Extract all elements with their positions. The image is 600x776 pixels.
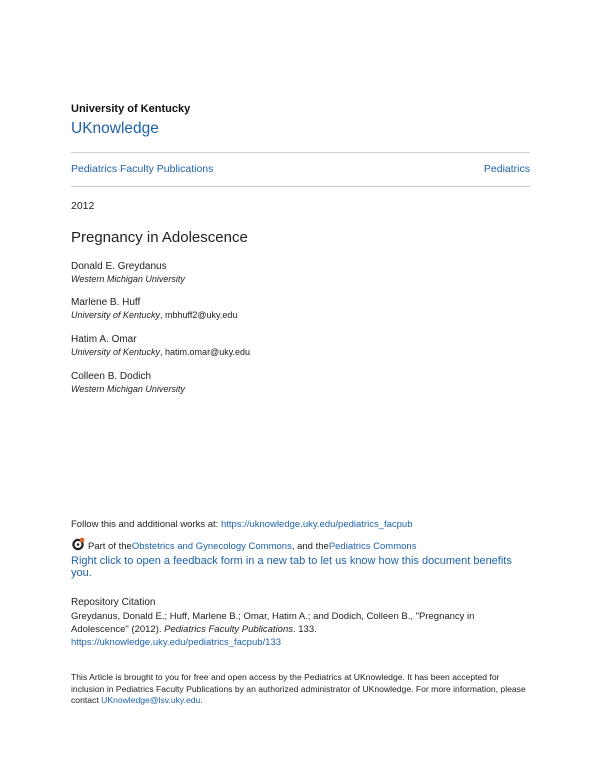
university-name: University of Kentucky	[71, 103, 191, 115]
paper-title: Pregnancy in Adolescence	[71, 229, 248, 246]
author-name: Colleen B. Dodich	[71, 371, 152, 382]
author-affiliation: Western Michigan University	[71, 274, 185, 284]
series-link[interactable]: Pediatrics Faculty Publications	[71, 163, 214, 175]
author-block	[71, 296, 530, 321]
publication-year: 2012	[71, 200, 95, 212]
divider-top	[71, 152, 530, 153]
author-name: Donald E. Greydanus	[71, 261, 167, 272]
author-affiliation: University of Kentucky, mbhuff2@uky.edu	[71, 310, 238, 320]
access-notice: This Article is brought to you for free and open access by the Pediatrics at UKnowledge. It has been accepted for inclusion in Pediatrics Faculty Publications by an authorized administrator of UKnowledge. For more information, please contact UKnowledge@lsv.uky.edu.	[71, 672, 526, 705]
author-affiliation: University of Kentucky, hatim.omar@uky.edu	[71, 347, 251, 357]
contact-email-link[interactable]: UKnowledge@lsv.uky.edu	[101, 695, 201, 705]
feedback-link[interactable]: Right click to open a feedback form in a new tab to let us know how this document benefits you.	[71, 555, 512, 579]
author-name: Hatim A. Omar	[71, 334, 137, 345]
collection-link[interactable]: https://uknowledge.uky.edu/pediatrics_facpub	[220, 519, 413, 530]
author-block	[71, 333, 530, 358]
obgyn-commons-link[interactable]: Obstetrics and Gynecology Commons	[131, 540, 292, 552]
author-block	[71, 260, 530, 285]
follow-line: Follow this and additional works at: https://uknowledge.uky.edu/pediatrics_facpub	[71, 519, 413, 530]
citation-url-link[interactable]: https://uknowledge.uky.edu/pediatrics_facpub/133	[71, 637, 282, 648]
author-name: Marlene B. Huff	[71, 297, 141, 308]
repository-link[interactable]: UKnowledge	[71, 120, 159, 137]
department-link[interactable]: Pediatrics	[483, 163, 530, 175]
author-affiliation: Western Michigan University	[71, 384, 185, 394]
divider-bottom	[71, 186, 530, 187]
citation-heading: Repository Citation	[71, 597, 156, 608]
commons-network-icon	[71, 537, 85, 551]
part-of-line: Part of the Obstetrics and Gynecology Commons , and the Pediatrics Commons	[71, 539, 416, 553]
citation-body: Greydanus, Donald E.; Huff, Marlene B.; Omar, Hatim A.; and Dodich, Colleen B., "Pregnancy in Adolescence" (2012). Pediatrics Faculty Publications. 133. https://uknowledge.uky.edu/pediatrics_facpub/133	[71, 611, 475, 648]
pediatrics-commons-link[interactable]: Pediatrics Commons	[328, 540, 417, 552]
author-block	[71, 370, 530, 395]
